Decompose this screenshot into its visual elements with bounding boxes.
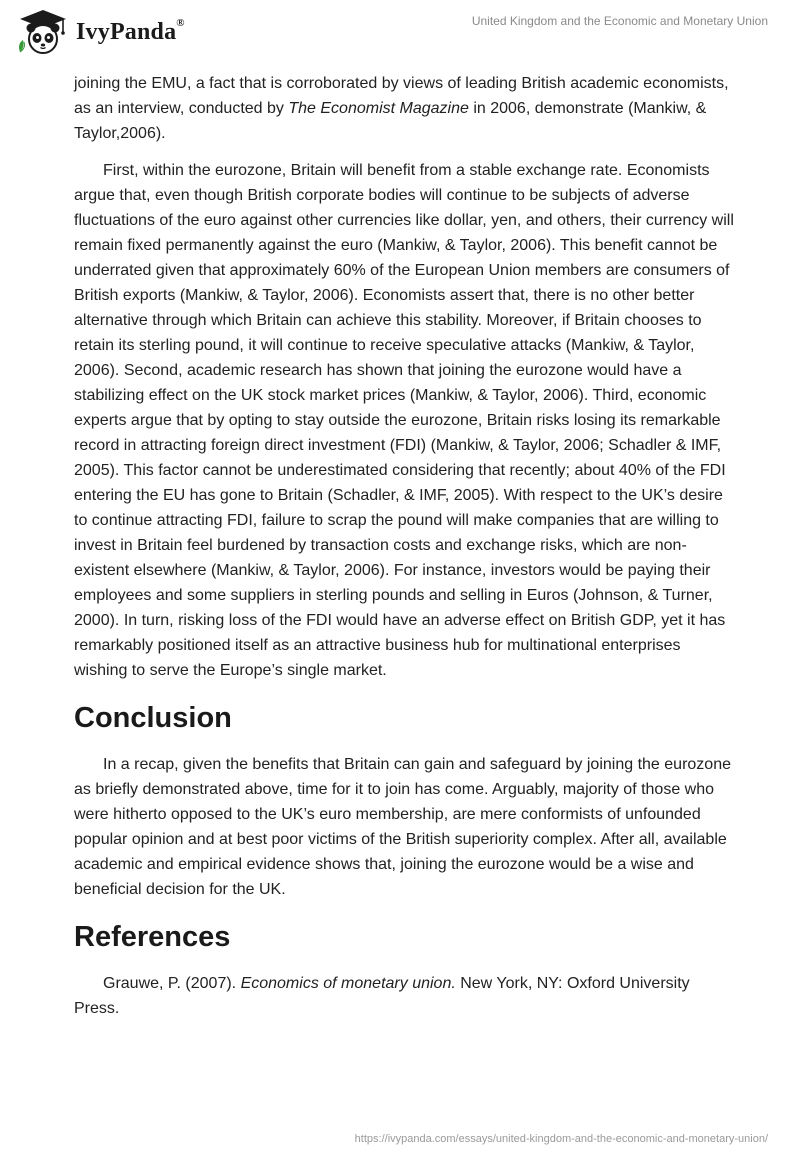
reference-entry: Grauwe, P. (2007). Economics of monetary union. New York, NY: Oxford University Press. bbox=[74, 975, 690, 1017]
brand-name: IvyPanda® bbox=[76, 16, 185, 45]
essay-content bbox=[74, 71, 734, 1033]
conclusion-paragraph: In a recap, given the benefits that Britain can gain and safeguard by joining the eurozone as briefly demonstrated above, time for it to join has come. Arguably, majority of those who were hitherto opposed to the UK’s euro membership, are mere conformists of unfounded popular opinion and at best poor victims of the British superiority complex. After all, available academic and empirical evidence shows that, joining the eurozone would be a wise and beneficial decision for the UK. bbox=[74, 756, 731, 898]
panda-graduate-icon bbox=[14, 8, 72, 56]
page-header bbox=[0, 0, 800, 70]
paragraph-continuation: joining the EMU, a fact that is corroborated by views of leading British academic economists, as an interview, conducted by The Economist Magazine in 2006, demonstrate (Mankiw, & Taylor,2006). bbox=[74, 75, 729, 142]
conclusion-heading: Conclusion bbox=[74, 702, 232, 734]
source-url[interactable]: https://ivypanda.com/essays/united-kingdom-and-the-economic-and-monetary-union/ bbox=[354, 1133, 768, 1145]
ivypanda-logo[interactable] bbox=[14, 8, 185, 56]
document-title: United Kingdom and the Economic and Monetary Union bbox=[471, 14, 768, 28]
paragraph-benefits: First, within the eurozone, Britain will benefit from a stable exchange rate. Economists argue that, even though British corporate bodies will continue to be subjects of adverse fluctuations of the euro against other currencies like dollar, yen, and others, their currency will remain fixed permanently against the euro (Mankiw, & Taylor, 2006). This benefit cannot be underrated given that approximately 60% of the European Union members are consumers of British exports (Mankiw, & Taylor, 2006). Economists assert that, there is no other better alternative through which Britain can achieve this stability. Moreover, if Britain chooses to retain its sterling pound, it will continue to receive speculative attacks (Mankiw, & Taylor, 2006). Second, academic research has shown that joining the eurozone would have a stabilizing effect on the UK stock market prices (Mankiw, & Taylor, 2006). Third, economic experts argue that by opting to stay outside the eurozone, Britain risks losing its remarkable record in attracting foreign direct investment (FDI) (Mankiw, & Taylor, 2006; Schadler & IMF, 2005). This factor cannot be underestimated considering that recently; about 40% of the FDI entering the EU has gone to Britain (Schadler, & IMF, 2005). With respect to the UK’s desire to continue attracting FDI, failure to scrap the pound will make companies that are willing to invest in Britain feel burdened by transaction costs and exchange risks, which are non-existent elsewhere (Mankiw, & Taylor, 2006). For instance, investors would be paying their employees and some suppliers in sterling pounds and selling in Euros (Johnson, & Turner, 2000). In turn, risking loss of the FDI would have an adverse effect on British GDP, yet it has remarkably positioned itself as an attractive business hub for multinational enterprises wishing to serve the Europe’s single market. bbox=[74, 162, 734, 679]
references-heading: References bbox=[74, 921, 231, 953]
